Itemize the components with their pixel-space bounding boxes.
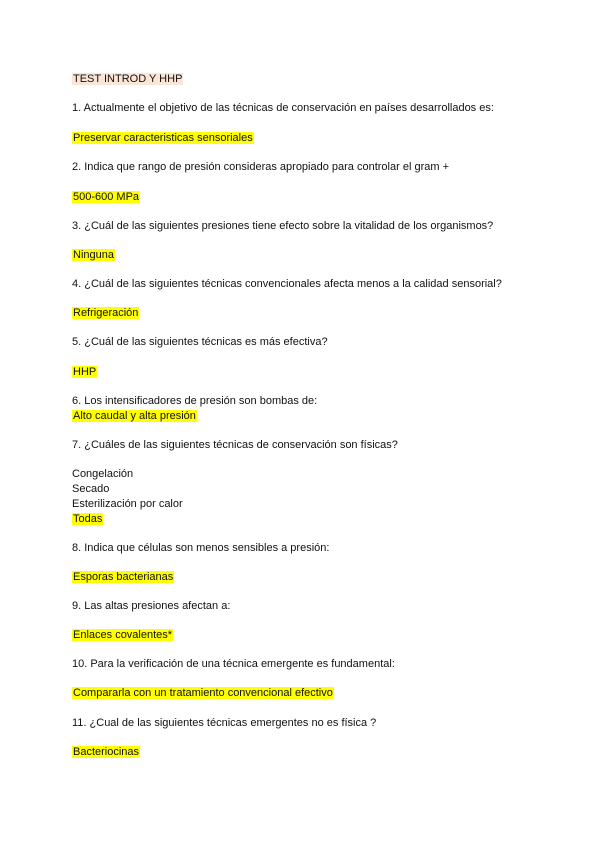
- question-7: 7. ¿Cuáles de las siguientes técnicas de conservación son físicas?: [72, 439, 398, 451]
- option-7-2: Secado: [72, 483, 110, 495]
- answer-9: Enlaces covalentes*: [73, 629, 173, 641]
- answer-6: Alto caudal y alta presión: [73, 410, 196, 422]
- answer-1: Preservar caracteristicas sensoriales: [73, 132, 253, 144]
- question-3: 3. ¿Cuál de las siguientes presiones tiene efecto sobre la vitalidad de los organismos?: [72, 220, 494, 232]
- answer-7: Todas: [73, 513, 103, 525]
- answer-2: 500-600 MPa: [73, 191, 140, 203]
- question-9: 9. Las altas presiones afectan a:: [72, 600, 231, 612]
- answer-11: Bacteriocinas: [73, 746, 140, 758]
- option-7-3: Esterilización por calor: [72, 498, 183, 510]
- question-4: 4. ¿Cuál de las siguientes técnicas convencionales afecta menos a la calidad sensorial?: [72, 278, 502, 290]
- question-2: 2. Indica que rango de presión consideras apropiado para controlar el gram +: [72, 161, 449, 173]
- answer-8: Esporas bacterianas: [73, 571, 174, 583]
- answer-5: HHP: [73, 366, 97, 378]
- document-title: TEST INTROD Y HHP: [73, 73, 183, 85]
- question-5: 5. ¿Cuál de las siguientes técnicas es más efectiva?: [72, 336, 328, 348]
- question-10: 10. Para la verificación de una técnica emergente es fundamental:: [72, 658, 395, 670]
- answer-4: Refrigeración: [73, 307, 139, 319]
- question-8: 8. Indica que células son menos sensibles a presión:: [72, 542, 330, 554]
- question-11: 11. ¿Cual de las siguientes técnicas emergentes no es física ?: [72, 717, 377, 729]
- option-7-1: Congelación: [72, 468, 134, 480]
- question-6: 6. Los intensificadores de presión son bombas de:: [72, 395, 318, 407]
- question-1: 1. Actualmente el objetivo de las técnicas de conservación en países desarrollados es:: [72, 102, 494, 114]
- answer-10: Compararla con un tratamiento convencional efectivo: [73, 687, 333, 699]
- answer-3: Ninguna: [73, 249, 114, 261]
